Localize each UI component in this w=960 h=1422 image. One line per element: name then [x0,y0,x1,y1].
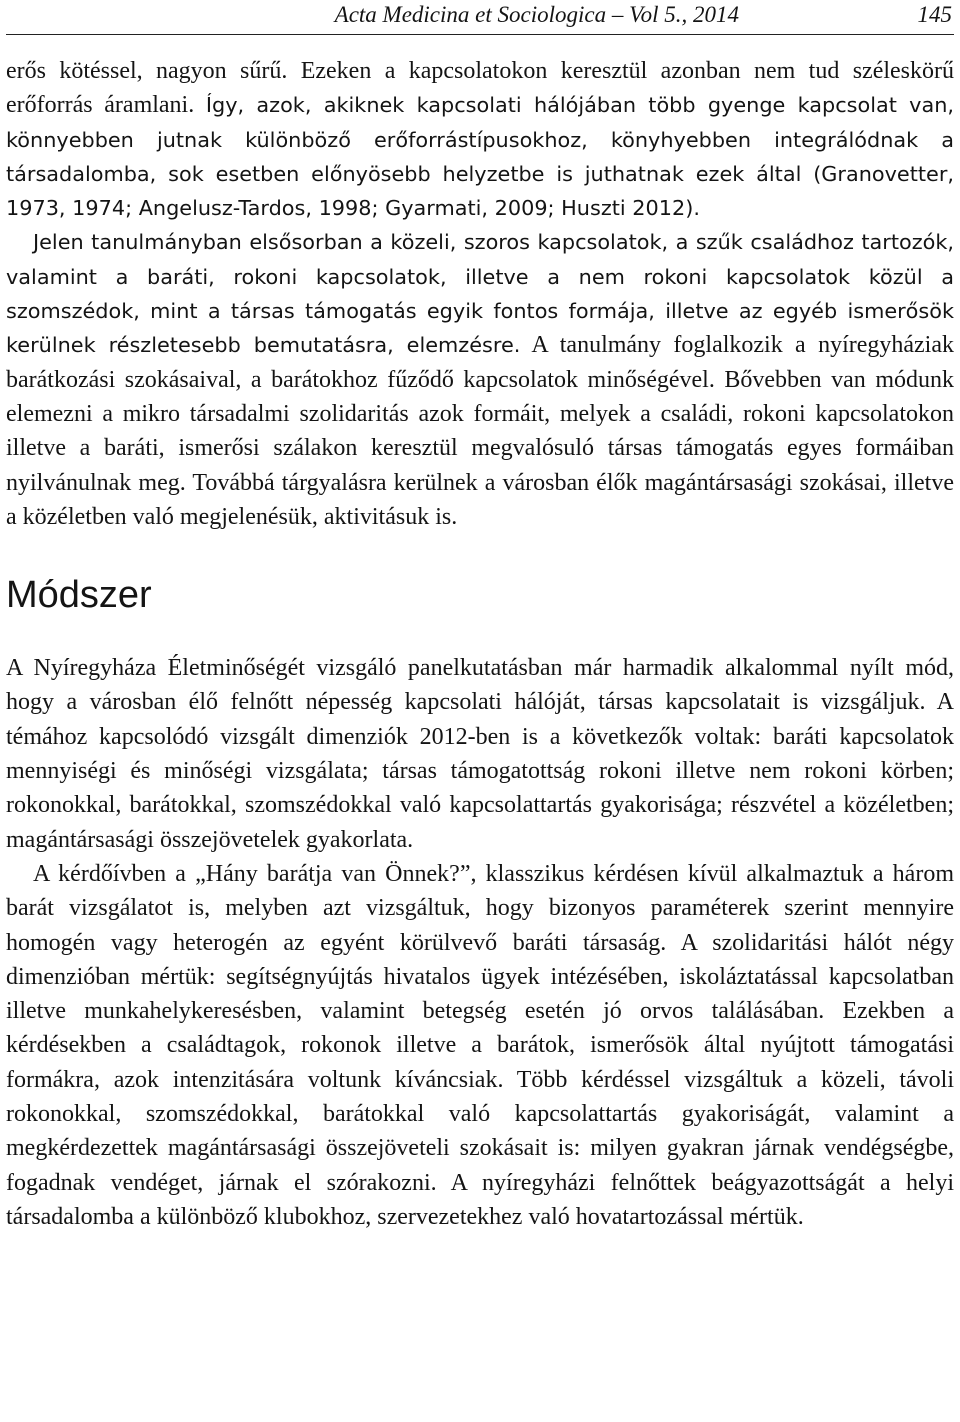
intro-paragraph-2-sans: Jelen tanulmányban elsősorban a közeli, szoros kapcsolatok, a szűk családhoz tartozók, valamint a baráti, rokoni kapcsolatok, illetve a nem rokoni kapcsolatok közül a szomszédok, mint a társas támogatás egyik fontos formája, illetve az egyéb ismerősök kerülnek részletesebb bemutatásra, elemzésre. [6,230,954,358]
intro-paragraph-2 [6,225,954,534]
intro-paragraph-1 [6,54,954,225]
intro-paragraph-1-serif: erős kötéssel, nagyon sűrű. Ezeken a kapcsolatokon keresztül azonban nem tud széleskörű erőforrás áramlani. [6,58,954,119]
article-body [6,54,954,1234]
page-number: 145 [917,2,952,27]
journal-title: Acta Medicina et Sociologica – Vol 5., 2014 [334,2,739,27]
intro-paragraph-1-sans: Így, azok, akiknek kapcsolati hálójában több gyenge kapcsolat van, könnyebben jutnak különböző erőforrástípusokhoz, könyhyebben integrálódnak a társadalomba, sok esetben előnyösebb helyzetbe is juthatnak ezek által (Granovetter, 1973, 1974; Angelusz-Tardos, 1998; Gyarmati, 2009; Huszti 2012). [6,93,954,221]
intro-paragraph-2-serif: A tanulmány foglalkozik a nyíregyháziak barátkozási szokásaival, a barátokhoz fűződő kapcsolatok minőségével. Bővebben van módunk elemezni a mikro társadalmi szolidaritás azok formáit, melyek a családi, rokoni kapcsolatokon illetve a baráti, ismerősi szálakon keresztül megvalósuló társas támogatás egyes formáiban nyilvánulnak meg. Továbbá tárgyalásra kerülnek a városban élők magántársasági szokásai, illetve a közéletben való megjelenésük, aktivitásuk is. [6,332,954,530]
method-paragraph-2: A kérdőívben a „Hány barátja van Önnek?”, klasszikus kérdésen kívül alkalmaztuk a három barát vizsgálatot is, melyben azt vizsgáltuk, hogy bizonyos paraméterek szerint mennyire homogén vagy heterogén az egyént körülvevő baráti társaság. A szolidaritási hálót négy dimenzióban mértük: segítségnyújtás hivatalos ügyek intézésében, iskoláztatással kapcsolatban illetve munkahelykeresésben, valamint betegség esetén jó orvos találásában. Ezekben a kérdésekben a családtagok, rokonok illetve a barátok, ismerősök által nyújtott támogatási formákra, azok intenzitására voltunk kíváncsiak. Több kérdéssel vizsgáltuk a közeli, távoli rokonokkal, szomszédokkal, barátokkal való kapcsolattartás gyakoriságát, valamint a megkérdezettek magántársasági összejöveteli szokásait is: milyen gyakran járnak vendégségbe, fogadnak vendéget, járnak el szórakozni. A nyíregyházi felnőttek beágyazottságát a helyi társadalomba a különböző klubokhoz, szervezetekhez való hovatartozással mértük. [6,860,954,1230]
method-paragraph-1: A Nyíregyháza Életminőségét vizsgáló panelkutatásban már harmadik alkalommal nyílt mód, hogy a városban élő felnőtt népesség kapcsolati hálóját, társas kapcsolatait is vizsgáljuk. A témához kapcsolódó vizsgált dimenziók 2012-ben is a következők voltak: baráti kapcsolatok mennyiségi és minőségi vizsgálata; társas támogatottság rokoni illetve nem rokoni körben; rokonokkal, barátokkal, szomszédokkal való kapcsolattartás gyakorisága; részvétel a közéletben; magántársasági összejövetelek gyakorlata. [6,655,954,853]
running-header [6,0,954,35]
section-heading: Módszer [6,574,152,617]
